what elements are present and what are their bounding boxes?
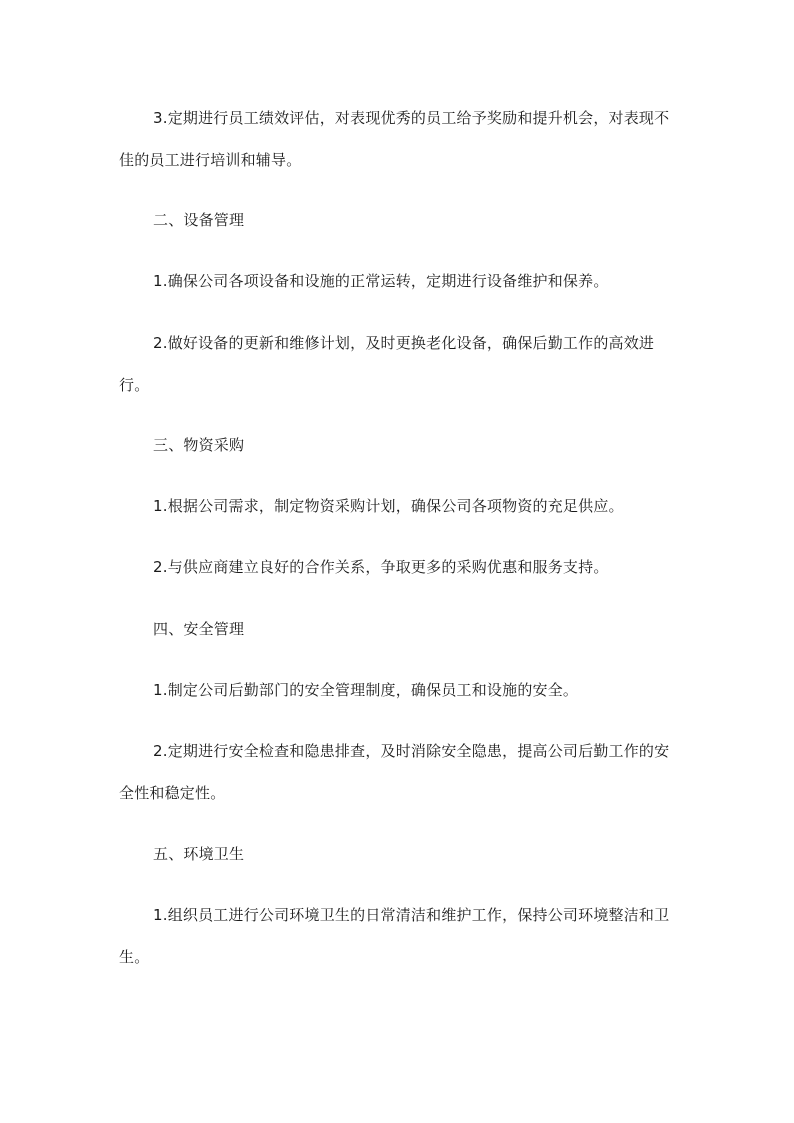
paragraph-safety-rules: 1.制定公司后勤部门的安全管理制度，确保员工和设施的安全。 (153, 681, 579, 699)
section-heading-procurement: 三、物资采购 (153, 436, 245, 454)
paragraph-procurement-plan: 1.根据公司需求，制定物资采购计划，确保公司各项物资的充足供应。 (153, 497, 624, 515)
section-heading-safety: 四、安全管理 (153, 620, 245, 638)
paragraph-performance-evaluation: 3.定期进行员工绩效评估，对表现优秀的员工给予奖励和提升机会，对表现不佳的员工进行培训和辅导。 (119, 109, 670, 169)
paragraph-equipment-update: 2.做好设备的更新和维修计划，及时更换老化设备，确保后勤工作的高效进行。 (119, 334, 655, 394)
paragraph-equipment-maintenance: 1.确保公司各项设备和设施的正常运转，定期进行设备维护和保养。 (153, 272, 609, 290)
paragraph-environment-cleaning: 1.组织员工进行公司环境卫生的日常清洁和维护工作，保持公司环境整洁和卫生。 (119, 906, 670, 966)
paragraph-supplier-relations: 2.与供应商建立良好的合作关系，争取更多的采购优惠和服务支持。 (153, 558, 609, 576)
paragraph-safety-inspection: 2.定期进行安全检查和隐患排查，及时消除安全隐患，提高公司后勤工作的安全性和稳定性。 (119, 742, 670, 802)
section-heading-equipment: 二、设备管理 (153, 211, 245, 229)
section-heading-environment: 五、环境卫生 (153, 845, 245, 863)
